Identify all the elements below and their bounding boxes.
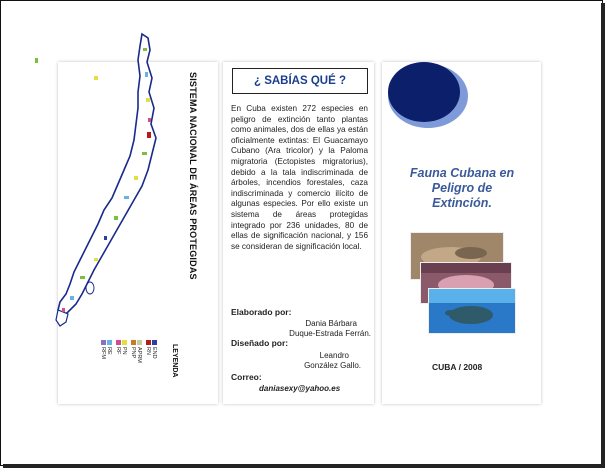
legend-swatch — [146, 340, 151, 345]
email-link[interactable]: daniasexy@yahoo.es — [259, 384, 341, 393]
legend-item: RFM — [100, 340, 106, 359]
area-mark — [70, 296, 74, 300]
legend-item: RF — [115, 340, 121, 355]
legend-item: END — [151, 340, 157, 359]
island-outline — [58, 34, 156, 316]
legend-swatch — [116, 340, 121, 345]
legend-column-2 — [130, 340, 142, 369]
info-paragraph: En Cuba existen 272 especies en peligro de extinción tanto plantas como animales, dos de ellas ya están oficialmente extintas: El Guacamayo Cubano (Ara tricolor) y la Paloma migratoria (Ectopistes migratorius), debido a la tala indiscriminada de árboles, incendios forestales, caza indiscriminada y comercio ilícito de algunas especies. Por ello existe un sistema de áreas protegidas integrado por 236 unidades, 80 de ellas de significación nacional, y 156 se consideran de significación local. — [231, 104, 368, 251]
area-mark — [124, 196, 129, 199]
elaborado-line2: Duque-Estrada Ferrán. — [289, 329, 371, 338]
area-mark — [148, 118, 151, 122]
area-mark-offshore — [94, 76, 98, 80]
legend-item: PN — [121, 340, 127, 355]
area-mark — [80, 276, 85, 279]
disenado-label: Diseñado por: — [231, 338, 289, 348]
cuba-map — [30, 20, 180, 340]
photo-turtle — [428, 288, 516, 334]
elaborado-label: Elaborado por: — [231, 307, 292, 317]
legend-swatch — [137, 340, 142, 345]
sabias-que-heading: ¿ SABÍAS QUÉ ? — [232, 68, 368, 94]
isla-juventud — [86, 282, 94, 294]
frame-shadow-bottom — [3, 464, 605, 468]
area-mark — [62, 308, 65, 312]
credits — [231, 307, 371, 393]
legend-column-3 — [115, 340, 127, 361]
legend-item: APRM — [136, 340, 142, 363]
frame-shadow-right — [601, 3, 605, 468]
area-mark — [134, 176, 138, 180]
area-mark — [143, 48, 147, 51]
elaborado-line1: Dania Bárbara — [305, 319, 357, 328]
area-mark — [145, 72, 148, 77]
disenado-line1: Leandro — [319, 351, 349, 360]
footer-cuba-year: CUBA / 2008 — [432, 362, 483, 372]
legend-swatch — [101, 340, 106, 345]
correo-value-row — [231, 384, 371, 393]
area-mark — [104, 236, 107, 240]
disenado-line2: González Gallo. — [304, 361, 361, 370]
legend-column-4 — [100, 340, 112, 365]
legend-swatch — [131, 340, 136, 345]
legend-swatch — [152, 340, 157, 345]
correo-label: Correo: — [231, 372, 262, 382]
legend-item: RE — [106, 340, 112, 359]
brochure-title: Fauna Cubana en Peligro de Extinción. — [409, 166, 515, 210]
area-mark-offshore — [35, 58, 38, 63]
area-mark — [94, 258, 98, 261]
correo-row — [231, 372, 371, 382]
vertical-title: SISTEMA NACIONAL DE ÁREAS PROTEGIDAS — [188, 72, 198, 280]
legend-item: RN — [145, 340, 151, 359]
area-mark — [142, 152, 147, 155]
legend-swatch — [107, 340, 112, 345]
legend-column-1 — [145, 340, 157, 365]
area-mark — [114, 216, 118, 220]
area-mark — [146, 98, 150, 102]
legend-item: PNP — [130, 340, 136, 363]
navy-circle — [388, 62, 460, 122]
decorative-circle-logo — [386, 62, 476, 148]
legend-swatch — [122, 340, 127, 345]
area-mark — [147, 132, 151, 138]
legend-title: LEYENDA — [171, 344, 178, 378]
